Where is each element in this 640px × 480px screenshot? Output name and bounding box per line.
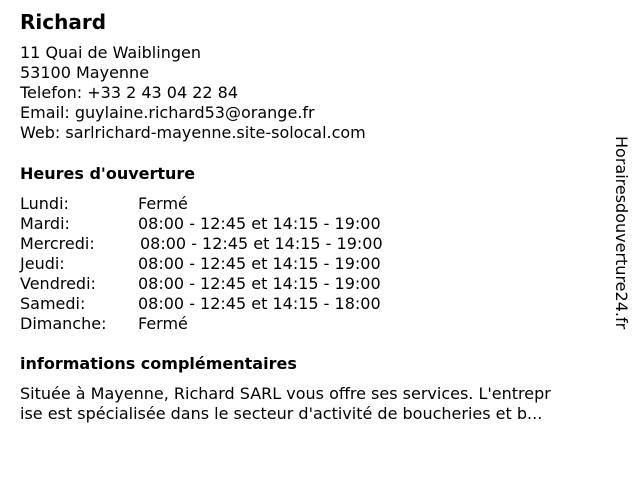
info-heading: informations complémentaires: [20, 354, 297, 373]
info-line: Située à Mayenne, Richard SARL vous offre ses services. L'entrepr: [20, 384, 551, 403]
day-label: Vendredi:: [20, 274, 96, 293]
hours-row: [20, 314, 440, 334]
business-name: Richard: [20, 10, 107, 34]
day-label: Jeudi:: [20, 254, 65, 273]
info-description: [20, 384, 590, 424]
day-hours: 08:00 - 12:45 et 14:15 - 19:00: [138, 254, 381, 273]
contact-block: [20, 43, 366, 143]
phone-text: Telefon: +33 2 43 04 22 84: [20, 83, 239, 102]
info-line: ise est spécialisée dans le secteur d'activité de boucheries et b...: [20, 404, 543, 423]
day-hours: Fermé: [138, 314, 188, 333]
address-city: 53100 Mayenne: [20, 63, 150, 82]
hours-row: [20, 294, 440, 314]
day-label: Mercredi:: [20, 234, 95, 253]
hours-row: [20, 234, 440, 254]
day-hours: 08:00 - 12:45 et 14:15 - 19:00: [138, 274, 381, 293]
day-hours: Fermé: [138, 194, 188, 213]
day-hours: 08:00 - 12:45 et 14:15 - 19:00: [140, 234, 383, 253]
day-label: Mardi:: [20, 214, 70, 233]
address-street: 11 Quai de Waiblingen: [20, 43, 201, 62]
hours-row: [20, 254, 440, 274]
day-label: Dimanche:: [20, 314, 107, 333]
hours-heading: Heures d'ouverture: [20, 164, 196, 183]
email-text: Email: guylaine.richard53@orange.fr: [20, 103, 315, 122]
hours-table: [20, 194, 440, 334]
day-label: Lundi:: [20, 194, 69, 213]
day-label: Samedi:: [20, 294, 86, 313]
hours-row: [20, 194, 440, 214]
hours-row: [20, 274, 440, 294]
website-text: Web: sarlrichard-mayenne.site-solocal.com: [20, 123, 366, 142]
site-watermark-label: Horairesdouverture24.fr: [612, 136, 631, 330]
day-hours: 08:00 - 12:45 et 14:15 - 18:00: [138, 294, 381, 313]
day-hours: 08:00 - 12:45 et 14:15 - 19:00: [138, 214, 381, 233]
hours-row: [20, 214, 440, 234]
